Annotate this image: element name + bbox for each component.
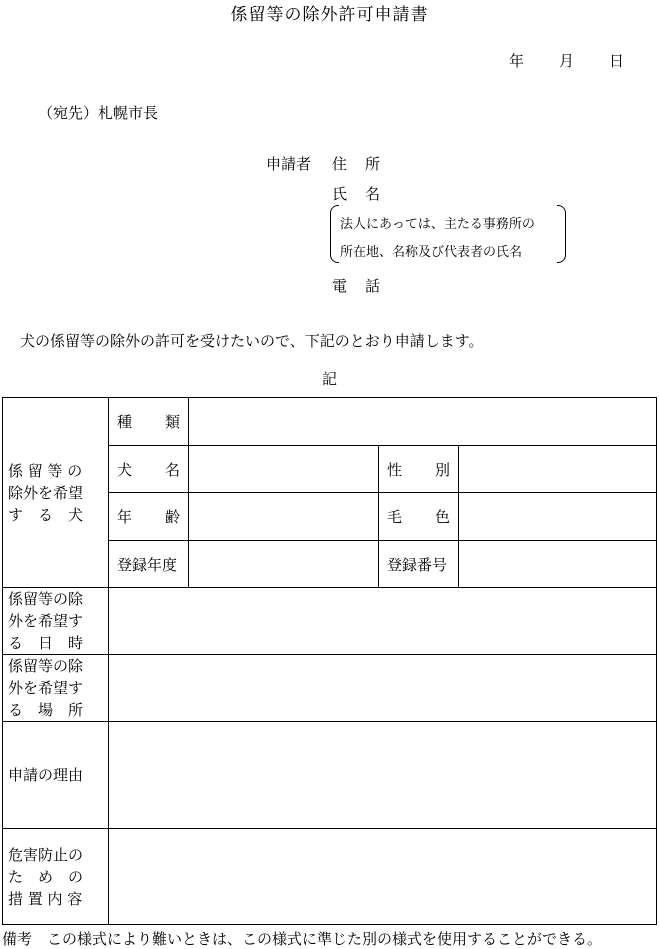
type-field[interactable] [189, 398, 657, 446]
dog-section-label: 係 留 等 の 除外を希望 す る 犬 [3, 398, 109, 588]
applicant-label: 申請者 [266, 155, 312, 173]
datetime-label: 係留等の除 外を希望す る 日 時 [3, 588, 109, 655]
age-field[interactable] [189, 493, 379, 541]
document-title: 係留等の除外許可申請書 [230, 5, 429, 25]
address-label-1: 住 [332, 155, 348, 173]
color-field[interactable] [459, 493, 657, 541]
date-day-label: 日 [609, 52, 625, 70]
name-label-2: 名 [365, 185, 381, 203]
measures-field[interactable] [109, 829, 657, 925]
address-label-2: 所 [365, 155, 381, 173]
right-bracket [557, 205, 566, 263]
corporate-note-line2: 所在地、名称及び代表者の氏名 [340, 245, 523, 260]
date-month-label: 月 [559, 52, 575, 70]
datetime-field[interactable] [109, 588, 657, 655]
reg-no-label: 登録番号 [379, 541, 459, 588]
place-field[interactable] [109, 655, 657, 722]
corporate-note [330, 205, 566, 261]
left-bracket [330, 205, 339, 263]
dog-name-label: 犬 名 [109, 446, 189, 493]
reg-no-field[interactable] [459, 541, 657, 588]
color-label: 毛 色 [379, 493, 459, 541]
measures-label: 危害防止の た め の 措 置 内 容 [3, 829, 109, 925]
ki-heading: 記 [321, 370, 337, 388]
place-label: 係留等の除 外を希望す る 場 所 [3, 655, 109, 722]
reg-year-field[interactable] [189, 541, 379, 588]
reason-field[interactable] [109, 722, 657, 829]
name-label-1: 氏 [332, 185, 348, 203]
sex-field[interactable] [459, 446, 657, 493]
date-year-label: 年 [509, 52, 525, 70]
application-table [2, 397, 657, 925]
intro-text: 犬の係留等の除外の許可を受けたいので、下記のとおり申請します。 [20, 332, 484, 350]
phone-label-2: 話 [365, 277, 381, 295]
dog-name-field[interactable] [189, 446, 379, 493]
corporate-note-line1: 法人にあっては、主たる事務所の [340, 217, 535, 232]
reg-year-label: 登録年度 [109, 541, 189, 588]
footer-note: 備考 この様式により難いときは、この様式に準じた別の様式を使用することができる。 [2, 930, 603, 948]
type-label: 種 類 [109, 398, 189, 446]
addressee: （宛先）札幌市長 [38, 104, 159, 122]
sex-label: 性 別 [379, 446, 459, 493]
reason-label: 申請の理由 [3, 722, 109, 829]
age-label: 年 齢 [109, 493, 189, 541]
phone-label-1: 電 [332, 277, 348, 295]
